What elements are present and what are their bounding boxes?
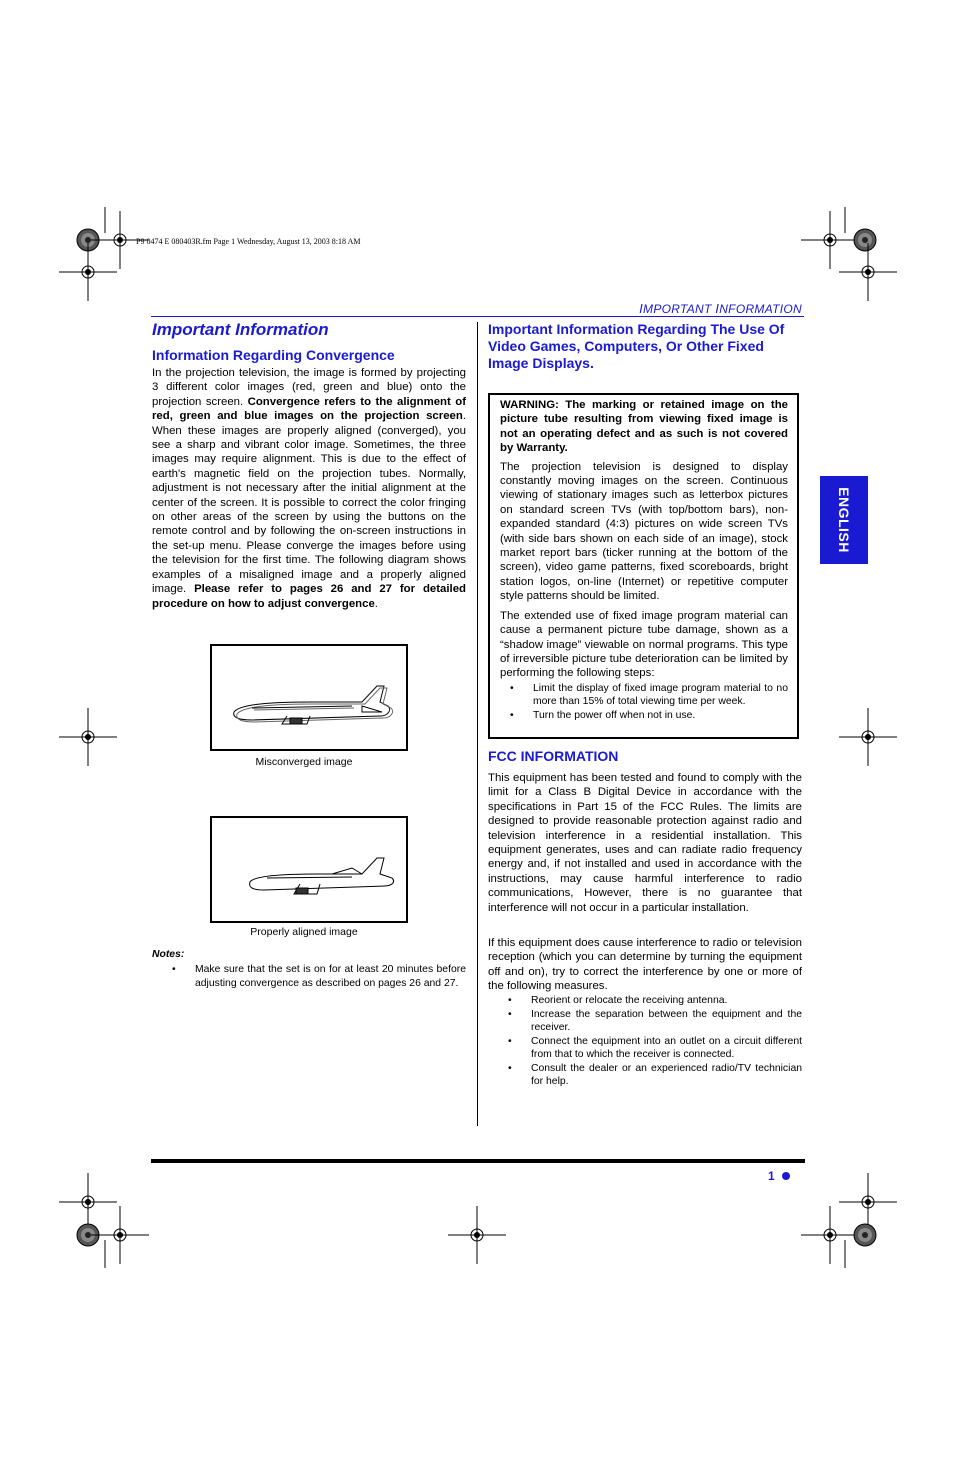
warning-paragraph-1: The projection television is designed to display constantly moving images on the screen. Continuous viewing of stationary images such as letterbox pictures on standard screen TVs (with top/bottom bars), non-expanded standard (4:3) pictures on wide screen TVs (with side bars shown on each side of an image), stock market report bars (ticker running at the bottom of the screen), video game patterns, fixed scoreboards, bright station logos, on-line (Internet) or repetitive computer style patterns should be limited. [500, 460, 788, 603]
fixed-image-heading: Important Information Regarding The Use Of Video Games, Computers, Or Other Fixed Image Displays. [488, 321, 785, 371]
convergence-heading: Information Regarding Convergence [152, 347, 395, 363]
fcc-measure: • Reorient or relocate the receiving antenna. [508, 995, 728, 1006]
airplane-aligned-illustration [212, 818, 406, 921]
language-tab: ENGLISH [820, 476, 868, 564]
fcc-paragraph-1: This equipment has been tested and found to comply with the limit for a Class B Digital Device in accordance with the specifications in Part 15 of the FCC Rules. The limits are designed to provide reasonable protection against radio and television interference in a residential installation. This equipment generates, uses and can radiate radio frequency energy and, if not installed and used in accordance with the instructions, may cause harmful interference to radio communications, However, there is no guarantee that interference will not occur in a particular installation. [488, 772, 802, 914]
page-title: Important Information [152, 320, 329, 339]
aligned-image [210, 816, 408, 923]
warning-text: WARNING: The marking or retained image on the picture tube resulting from viewing fixed image is not an operating defect and as such is not covered by Warranty. [500, 399, 788, 455]
header-rule [151, 316, 804, 317]
warning-box [488, 393, 799, 739]
note-item: • Make sure that the set is on for at least 20 minutes before adjusting convergence as described on pages 26 and 27. [172, 964, 466, 989]
fcc-measure: • Increase the separation between the equipment and the receiver. [508, 1008, 802, 1033]
footer-rule [151, 1159, 805, 1163]
notes-label: Notes: [152, 949, 185, 960]
fcc-paragraph-2: If this equipment does cause interference to radio or television reception (which you can determine by turning the equipment off and on), try to correct the interference by one or more of the following measures. [488, 937, 802, 993]
misconverged-caption: Misconverged image [255, 756, 353, 768]
warning-step: • Limit the display of fixed image program material to no more than 15% of total viewing time per week. [510, 682, 788, 708]
fcc-heading: FCC INFORMATION [488, 748, 619, 764]
page-dot-icon [782, 1172, 790, 1180]
column-divider [477, 322, 478, 1126]
misconverged-image [210, 644, 408, 751]
file-header: P9 0474 E 080403R.fm Page 1 Wednesday, August 13, 2003 8:18 AM [136, 237, 361, 246]
warning-step: • Turn the power off when not in use. [510, 709, 696, 721]
warning-paragraph-2: The extended use of fixed image program material can cause a permanent picture tube damage, shown as a “shadow image” viewable on normal programs. This type of irreversible picture tube deterioration can be limited by performing the following steps: [500, 609, 788, 680]
aligned-caption: Properly aligned image [250, 926, 358, 938]
running-head: IMPORTANT INFORMATION [639, 301, 802, 316]
fcc-measure: • Connect the equipment into an outlet on a circuit different from that to which the receiver is connected. [508, 1035, 802, 1060]
notes-list [172, 963, 466, 990]
convergence-paragraph: In the projection television, the image is formed by projecting 3 different color images (red, green and blue) onto the projection screen. Convergence refers to the alignment of red, green and blue images on the projection screen. When these images are properly aligned (converged), you see a sharp and vibrant color image. Sometimes, the three images may require alignment. This is due to the effect of earth's magnetic field on the projection tubes. Normally, adjustment is not necessary after the initial alignment at the center of the screen. It is possible to correct the color fringing on other areas of the screen by using the buttons on the remote control and by following the on-screen instructions in the set-up menu. Please converge the images before using the television for the first time. The following diagram shows examples of a misaligned image and a properly aligned image. Please refer to pages 26 and 27 for detailed procedure on how to adjust convergence. [152, 367, 466, 610]
fcc-measures [508, 994, 802, 1089]
page-number: 1 [768, 1169, 775, 1183]
warning-steps [510, 682, 788, 723]
airplane-misconverged-illustration [212, 646, 406, 749]
fcc-measure: • Consult the dealer or an experienced radio/TV technician for help. [508, 1062, 802, 1087]
